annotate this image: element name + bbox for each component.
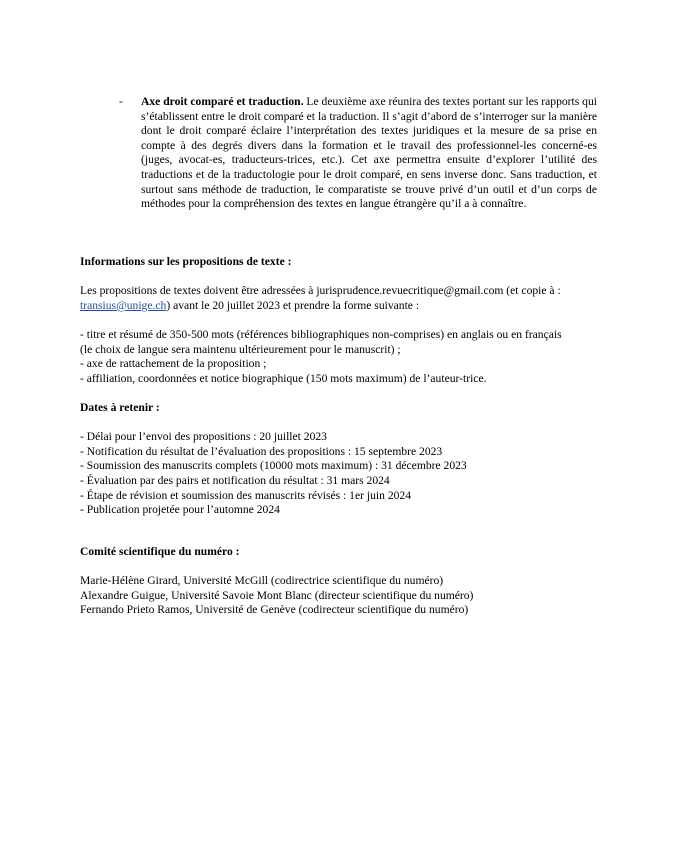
axe-body: Le deuxième axe réunira des textes portant sur les rapports qui s’établissent entre le droit comparé et la traduction. Il s’agit d’abord de s’interroger sur la manière dont le droit comparé éclaire l’interprétation des textes juridiques et la mesure de sa prise en compte à des degrés divers dans la formation et le travail des professionnel-les concerné-es (juges, avocat-es, traducteurs-trices, etc.). Cet axe permettra ensuite d’explorer l’utilité des traductions et de la traductologie pour le droit comparé, en sens inverse donc. Sans traduction, et surtout sans méthode de traduction, le comparatiste se trouve privé d’un outil et d’un corps de méthodes pour la compréhension des textes en langue étrangère qu’il a à connaître. [141,95,597,211]
comite-section [80,545,610,618]
comite-heading: Comité scientifique du numéro : [80,545,240,558]
informations-intro-line-2 [80,299,610,314]
informations-item: (le choix de langue sera maintenu ultérieurement pour le manuscrit) ; [80,342,401,356]
date-item: - Soumission des manuscrits complets (10000 mots maximum) : 31 décembre 2023 [80,459,467,473]
comite-member: Fernando Prieto Ramos, Université de Genève (codirecteur scientifique du numéro) [80,603,469,617]
informations-item: - titre et résumé de 350-500 mots (références bibliographiques non-comprises) en anglais ou en français [80,327,562,341]
date-item: - Évaluation par des pairs et notification du résultat : 31 mars 2024 [80,473,390,487]
informations-item: - affiliation, coordonnées et notice biographique (150 mots maximum) de l’auteur-trice. [80,371,487,385]
dates-heading: Dates à retenir : [80,401,160,414]
email-link[interactable]: transius@unige.ch [80,298,167,312]
axe-title-punct: . [300,95,304,108]
dates-section [80,401,610,518]
date-item: - Délai pour l’envoi des propositions : 20 juillet 2023 [80,430,327,444]
comite-list [80,574,610,618]
date-item: - Notification du résultat de l’évaluation des propositions : 15 septembre 2023 [80,444,443,458]
date-item: - Étape de révision et soumission des manuscrits révisés : 1er juin 2024 [80,488,412,502]
axe-title: Axe droit comparé et traduction [141,95,301,108]
date-item: - Publication projetée pour l’automne 2024 [80,503,280,517]
informations-intro [80,284,610,313]
comite-member: Marie-Hélène Girard, Université McGill (codirectrice scientifique du numéro) [80,574,444,588]
informations-section [80,255,610,386]
informations-heading: Informations sur les propositions de texte : [80,255,292,268]
comite-member: Alexandre Guigue, Université Savoie Mont Blanc (directeur scientifique du numéro) [80,588,474,602]
informations-intro-after: ) avant le 20 juillet 2023 et prendre la forme suivante : [166,298,420,312]
bullet-dash: - [119,95,123,108]
informations-list [80,328,610,386]
informations-intro-line-1: Les propositions de textes doivent être adressées à jurisprudence.revuecritique@gmail.com (et copie à : [80,284,561,298]
dates-list [80,430,610,518]
informations-item: - axe de rattachement de la proposition ; [80,357,267,371]
axe-paragraph [141,95,597,212]
